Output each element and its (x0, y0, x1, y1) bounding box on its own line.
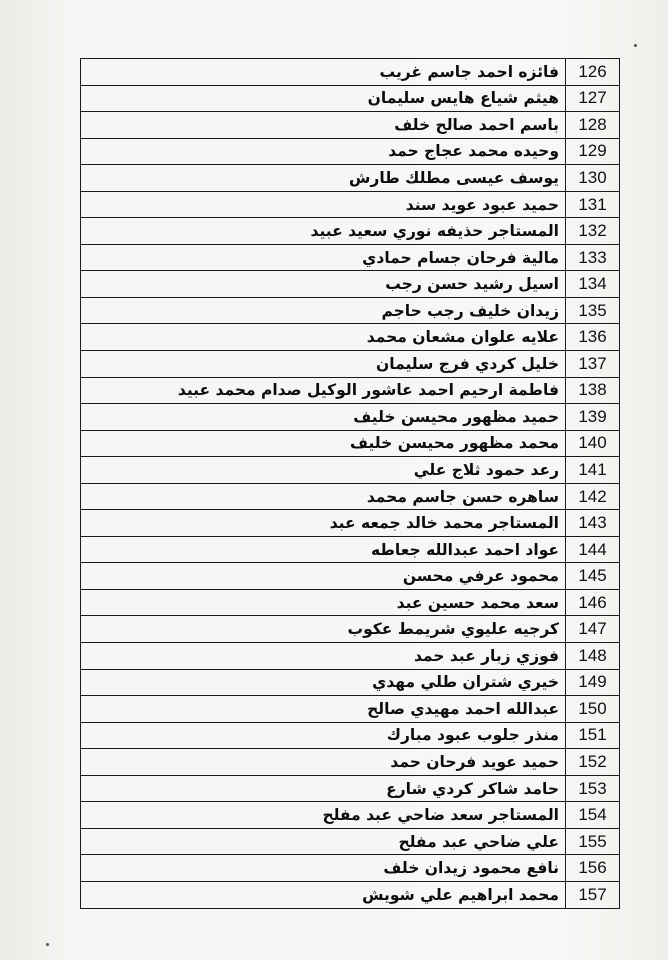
table-row (81, 85, 620, 112)
row-number: 135 (566, 297, 620, 324)
table-row (81, 377, 620, 404)
row-number: 142 (566, 483, 620, 510)
row-number: 145 (566, 563, 620, 590)
table-row (81, 563, 620, 590)
names-table-body (81, 59, 620, 909)
table-row (81, 404, 620, 431)
table-row (81, 351, 620, 378)
table-row (81, 244, 620, 271)
table-row (81, 722, 620, 749)
row-name: يوسف عيسى مطلك طارش (81, 165, 566, 192)
row-number: 140 (566, 430, 620, 457)
row-number: 127 (566, 85, 620, 112)
row-name: محمود عرفي محسن (81, 563, 566, 590)
row-number: 144 (566, 536, 620, 563)
row-name: حميد عويد فرحان حمد (81, 749, 566, 776)
table-row (81, 510, 620, 537)
row-name: اسيل رشيد حسن رجب (81, 271, 566, 298)
row-name: محمد مظهور محيسن خليف (81, 430, 566, 457)
table-row (81, 536, 620, 563)
row-name: خليل كردي فرج سليمان (81, 351, 566, 378)
row-name: ساهره حسن جاسم محمد (81, 483, 566, 510)
table-row (81, 112, 620, 139)
row-name: هيثم شياع هايس سليمان (81, 85, 566, 112)
scan-speck (46, 943, 49, 946)
row-name: فائزه احمد جاسم غريب (81, 59, 566, 86)
row-number: 143 (566, 510, 620, 537)
table-row (81, 483, 620, 510)
row-name: علايه علوان مشعان محمد (81, 324, 566, 351)
row-name: علي ضاحي عبد مفلح (81, 828, 566, 855)
table-row (81, 802, 620, 829)
row-number: 156 (566, 855, 620, 882)
row-number: 141 (566, 457, 620, 484)
table-row (81, 855, 620, 882)
row-name: باسم احمد صالح خلف (81, 112, 566, 139)
table-row (81, 457, 620, 484)
row-number: 147 (566, 616, 620, 643)
table-row (81, 775, 620, 802)
table-row (81, 749, 620, 776)
table-row (81, 324, 620, 351)
row-number: 130 (566, 165, 620, 192)
row-name: حميد عبود عويد سند (81, 191, 566, 218)
row-number: 154 (566, 802, 620, 829)
row-name: حامد شاكر كردي شارع (81, 775, 566, 802)
row-name: مالية فرحان جسام حمادي (81, 244, 566, 271)
row-name: حميد مظهور محيسن خليف (81, 404, 566, 431)
row-number: 133 (566, 244, 620, 271)
row-name: فاطمة ارحيم احمد عاشور الوكيل صدام محمد عبيد (81, 377, 566, 404)
row-number: 136 (566, 324, 620, 351)
table-row (81, 59, 620, 86)
row-number: 129 (566, 138, 620, 165)
row-number: 151 (566, 722, 620, 749)
row-name: زيدان خليف رجب حاجم (81, 297, 566, 324)
row-name: المستاجر محمد خالد جمعه عبد (81, 510, 566, 537)
table-row (81, 669, 620, 696)
scan-speck (634, 44, 637, 47)
table-row (81, 138, 620, 165)
row-number: 132 (566, 218, 620, 245)
table-row (81, 191, 620, 218)
names-table (80, 58, 620, 909)
row-name: رعد حمود ثلاج علي (81, 457, 566, 484)
row-number: 139 (566, 404, 620, 431)
row-number: 148 (566, 643, 620, 670)
table-row (81, 881, 620, 908)
row-name: كرجيه عليوي شريمط عكوب (81, 616, 566, 643)
table-row (81, 218, 620, 245)
row-name: نافع محمود زيدان خلف (81, 855, 566, 882)
table-row (81, 165, 620, 192)
row-name: سعد محمد حسين عبد (81, 589, 566, 616)
row-number: 134 (566, 271, 620, 298)
row-number: 155 (566, 828, 620, 855)
row-number: 137 (566, 351, 620, 378)
row-name: وحيده محمد عجاج حمد (81, 138, 566, 165)
table-row (81, 297, 620, 324)
table-row (81, 589, 620, 616)
row-name: خيري شتران طلي مهدي (81, 669, 566, 696)
table-row (81, 271, 620, 298)
row-number: 131 (566, 191, 620, 218)
table-row (81, 643, 620, 670)
table-row (81, 616, 620, 643)
row-number: 149 (566, 669, 620, 696)
row-number: 128 (566, 112, 620, 139)
row-name: المستاجر حذيفه نوري سعيد عبيد (81, 218, 566, 245)
row-name: المستاجر سعد ضاحي عبد مفلح (81, 802, 566, 829)
row-number: 157 (566, 881, 620, 908)
row-name: عبدالله احمد مهيدي صالح (81, 696, 566, 723)
row-number: 150 (566, 696, 620, 723)
row-number: 153 (566, 775, 620, 802)
row-number: 152 (566, 749, 620, 776)
row-number: 138 (566, 377, 620, 404)
row-number: 146 (566, 589, 620, 616)
table-row (81, 696, 620, 723)
row-number: 126 (566, 59, 620, 86)
row-name: منذر جلوب عبود مبارك (81, 722, 566, 749)
row-name: عواد احمد عبدالله جعاطه (81, 536, 566, 563)
table-row (81, 430, 620, 457)
table-row (81, 828, 620, 855)
row-name: محمد ابراهيم علي شويش (81, 881, 566, 908)
row-name: فوزي زبار عبد حمد (81, 643, 566, 670)
